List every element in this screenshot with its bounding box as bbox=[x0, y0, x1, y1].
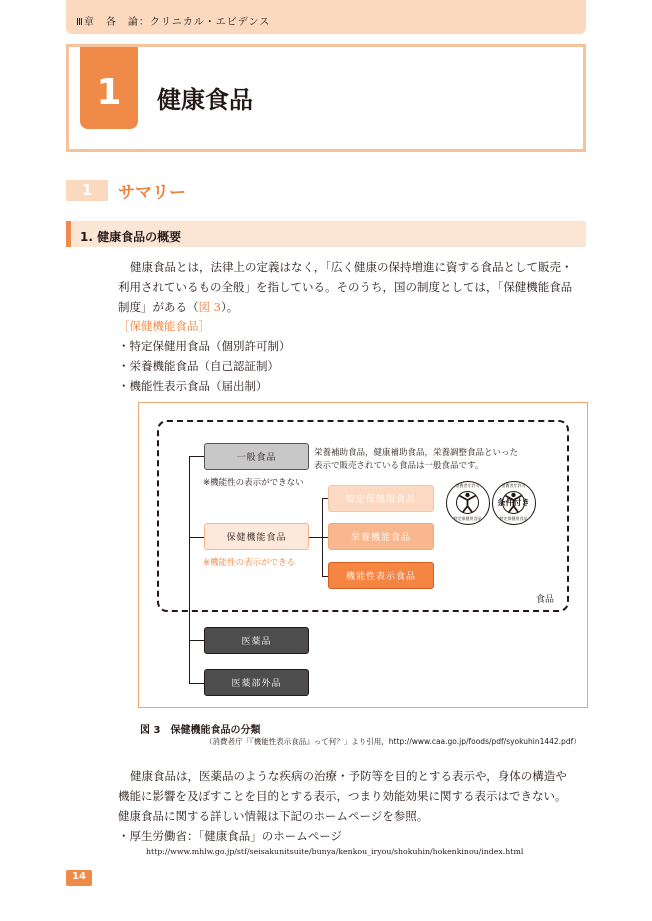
paragraph-2-line-2: 機能に影響を及ぼすことを目的とする表示，つまり効能効果に関する表示はできない。 bbox=[118, 789, 567, 803]
food-label: 食品 bbox=[536, 595, 555, 605]
seal-2-center-text: 条件付き bbox=[497, 498, 530, 507]
figure-caption: 図 3 保健機能食品の分類 bbox=[140, 725, 261, 736]
functional-claim-box: 機能性表示食品 bbox=[328, 562, 434, 589]
paragraph-1-line-1: 健康食品とは，法律上の定義はなく，「広く健康の保持増進に資する食品として販売・ bbox=[130, 260, 573, 274]
can-claim-note: ※機能性の表示ができる bbox=[203, 558, 296, 568]
chapter-title: 健康食品 bbox=[157, 86, 253, 114]
paragraph-2-line-3: 健康食品に関する詳しい情報は下記のホームページを参照。 bbox=[118, 809, 429, 823]
branch-line-health-right bbox=[309, 537, 322, 538]
list-item: ・機能性表示食品（届出制） bbox=[118, 379, 268, 393]
conditional-tokuho-seal-icon bbox=[492, 481, 536, 525]
list-item: ・特定保健用食品（個別許可制） bbox=[118, 339, 291, 353]
figure-source: （消費者庁「『機能性表示食品』って何？」より引用，http://www.caa.go.jp/foods/pdf/syokuhin1442.pdf） bbox=[205, 737, 581, 746]
seal-1-bottom-text: 特定保健用食品 bbox=[453, 516, 482, 521]
list-item: ・栄養機能食品（自己認証制） bbox=[118, 359, 279, 373]
tokuho-box: 特定保健用食品 bbox=[328, 485, 434, 512]
figure-reference-link[interactable]: 図 3 bbox=[198, 300, 221, 314]
drug-box: 医薬品 bbox=[204, 627, 309, 654]
section-title: サマリー bbox=[118, 183, 186, 203]
paragraph-1-line-3-pre: 制度」がある（ bbox=[118, 300, 199, 314]
quasi-drug-box: 医薬部外品 bbox=[204, 669, 309, 696]
tree-trunk-line bbox=[189, 456, 190, 684]
seal-2-bottom-text: 特定保健用食品 bbox=[499, 516, 528, 521]
branch-line-quasi-drug bbox=[189, 683, 204, 684]
general-food-note-line-1: 栄養補助食品，健康補助食品，栄養調整食品といった bbox=[314, 448, 519, 458]
paragraph-2-line-1: 健康食品は，医薬品のような疾病の治療・予防等を目的とする表示や，身体の構造や bbox=[130, 769, 567, 783]
paragraph-1-line-3-post: ）。 bbox=[220, 300, 239, 314]
section-number: 1 bbox=[81, 181, 93, 199]
health-function-food-box: 保健機能食品 bbox=[204, 523, 309, 550]
list-heading: ［保健機能食品］ bbox=[118, 319, 210, 333]
branch-line-drug bbox=[189, 640, 204, 641]
tokuho-seal-icon bbox=[446, 481, 490, 525]
link-label: ・厚生労働省：「健康食品」のホームページ bbox=[118, 829, 343, 843]
paragraph-1-line-2: 利用されているもの全般」を指している。そのうち，国の制度としては，「保健機能食品 bbox=[118, 280, 573, 294]
nutrition-function-box: 栄養機能食品 bbox=[328, 523, 434, 550]
chapter-number: 1 bbox=[96, 72, 122, 113]
page-number: 14 bbox=[72, 871, 86, 882]
seal-1-top-text: 消費者庁許可 bbox=[455, 483, 480, 488]
subsection-accent bbox=[66, 221, 71, 247]
seal-2-top-text: 消費者庁許可 bbox=[501, 483, 526, 488]
general-food-box: 一般食品 bbox=[204, 443, 309, 470]
chapter-title-box bbox=[66, 44, 586, 152]
general-food-note-line-2: 表示で販売されている食品は一般食品です。 bbox=[314, 461, 484, 471]
subsection-title: 1. 健康食品の概要 bbox=[80, 230, 182, 244]
chapter-label: Ⅲ章 各 論：クリニカル・エビデンス bbox=[76, 17, 271, 28]
branch-line-health bbox=[189, 537, 204, 538]
mhlw-url-link[interactable]: http://www.mhlw.go.jp/stf/seisakunitsuite/bunya/kenkou_iryou/shokuhin/hokenkinou/index.html bbox=[146, 847, 524, 856]
no-claim-note: ※機能性の表示ができない bbox=[203, 478, 304, 488]
branch-line-general bbox=[189, 456, 204, 457]
paragraph-1-line-3 bbox=[118, 297, 238, 318]
